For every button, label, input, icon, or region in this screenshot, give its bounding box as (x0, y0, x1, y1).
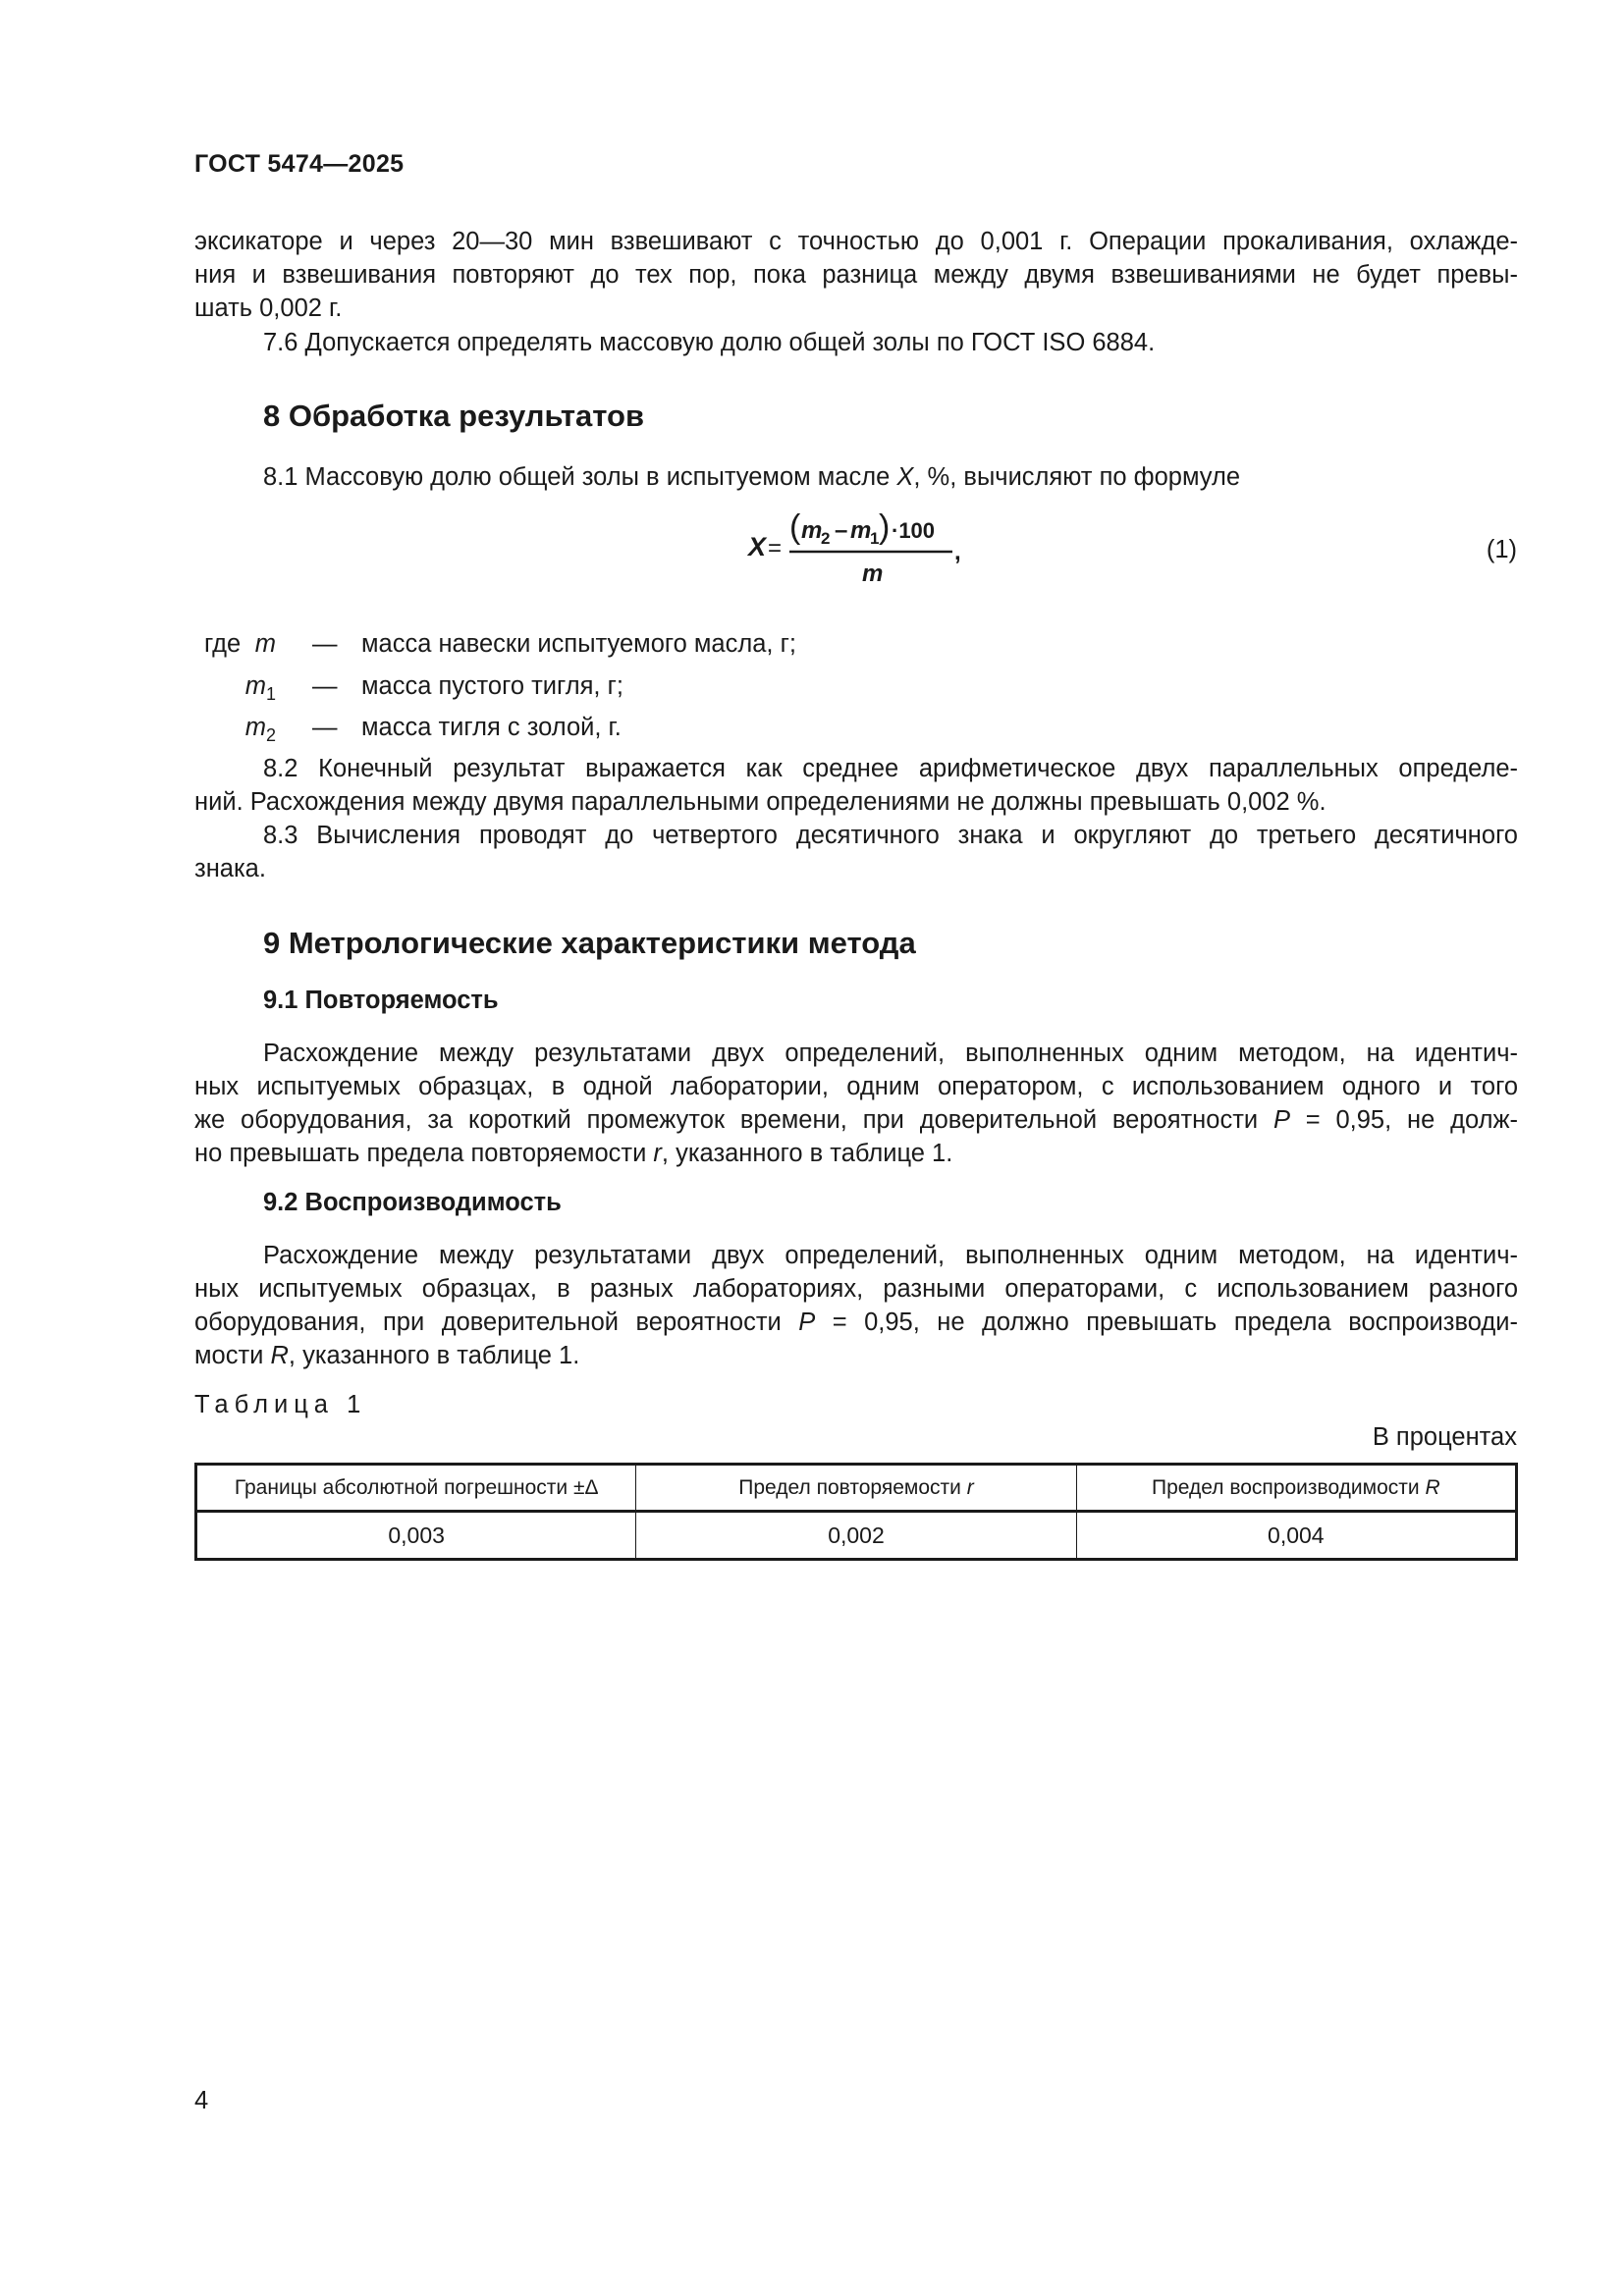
table-cell: 0,003 (196, 1512, 636, 1560)
formula-minus: – (835, 517, 848, 544)
table-caption: Таблица 1 (194, 1391, 367, 1418)
paragraph-9-1-line-3: же оборудования, за короткий промежуток времени, при доверительной вероятности P = 0,95, не долж- (194, 1106, 1519, 1134)
formula-m1: m (850, 517, 872, 544)
paragraph-8-3-line-1: 8.3 Вычисления проводят до четвертого десятичного знака и округляют до третьего десятичного (263, 822, 1518, 849)
paragraph-9-1-line-2: ных испытуемых образцах, в одной лаборатории, одним оператором, с использованием одного и того (194, 1073, 1518, 1100)
table-header-row (196, 1465, 1517, 1512)
equation-number: (1) (1486, 536, 1517, 563)
table-cell: 0,002 (636, 1512, 1076, 1560)
formula-1 (744, 508, 990, 591)
where-dash: — (312, 714, 338, 741)
where-description: масса навески испытуемого масла, г; (361, 630, 796, 658)
document-header: ГОСТ 5474—2025 (194, 150, 405, 178)
table-header-cell: Предел воспроизводимости R (1076, 1465, 1516, 1512)
where-symbol: m (254, 630, 276, 658)
paragraph-9-2-line-1: Расхождение между результатами двух определений, выполненных одним методом, на идентич- (263, 1242, 1518, 1269)
formula-equals: = (768, 535, 783, 561)
paragraph-9-2-line-3: оборудования, при доверительной вероятности P = 0,95, не должно превышать предела воспроизводи- (194, 1308, 1518, 1336)
table-cell: 0,004 (1076, 1512, 1516, 1560)
paragraph-9-1-line-4: но превышать предела повторяемости r, указанного в таблице 1. (194, 1140, 953, 1167)
section-9-heading: 9 Метрологические характеристики метода (263, 926, 916, 960)
table-units: В процентах (1372, 1423, 1517, 1451)
continuation-line-3: шать 0,002 г. (194, 294, 343, 322)
where-label: где (204, 630, 242, 658)
formula-times-100: ·100 (892, 518, 936, 543)
where-symbol: $m_1$ (244, 672, 276, 704)
paragraph-7-6: 7.6 Допускается определять массовую долю общей золы по ГОСТ ISO 6884. (263, 329, 1156, 356)
paragraph-9-1-line-1: Расхождение между результатами двух определений, выполненных одним методом, на идентич- (263, 1040, 1518, 1067)
table-header-cell: Предел повторяемости r (636, 1465, 1076, 1512)
paragraph-8-3-line-2: знака. (194, 855, 266, 882)
formula-lhs: X (748, 532, 767, 561)
where-dash: — (312, 630, 338, 658)
formula-m2-sub: 2 (821, 529, 831, 548)
paragraph-9-2-line-2: ных испытуемых образцах, в разных лабораториях, разными операторами, с использованием разного (194, 1275, 1518, 1303)
where-symbol: $m_2$ (244, 714, 276, 745)
table-header-cell: Границы абсолютной погрешности ±Δ (196, 1465, 636, 1512)
formula-comma: , (954, 539, 961, 565)
continuation-line-2: ния и взвешивания повторяют до тех пор, пока разница между двумя взвешиваниями не будет превы- (194, 261, 1518, 289)
paragraph-8-2-line-2: ний. Расхождения между двумя параллельными определениями не должны превышать 0,002 %. (194, 788, 1326, 816)
table-1 (194, 1463, 1518, 1561)
paragraph-8-2-line-1: 8.2 Конечный результат выражается как среднее арифметическое двух параллельных определе- (263, 755, 1518, 782)
paragraph-8-1: 8.1 Массовую долю общей золы в испытуемом масле X, %, вычисляют по формуле (263, 463, 1241, 491)
formula-close-paren: ) (879, 508, 891, 546)
formula-svg (744, 508, 990, 591)
page-number: 4 (194, 2087, 209, 2114)
formula-m2: m (801, 517, 823, 544)
where-description: масса пустого тигля, г; (361, 672, 623, 700)
paragraph-9-2-line-4: мости R, указанного в таблице 1. (194, 1342, 580, 1369)
subsection-9-2-heading: 9.2 Воспроизводимость (263, 1189, 562, 1216)
subsection-9-1-heading: 9.1 Повторяемость (263, 987, 499, 1014)
formula-m1-sub: 1 (870, 529, 880, 548)
continuation-line-1: эксикаторе и через 20—30 мин взвешивают с точностью до 0,001 г. Операции прокаливания, охлажде- (194, 228, 1518, 255)
formula-open-paren: ( (789, 508, 801, 546)
formula-denominator: m (862, 561, 884, 587)
table-row (196, 1512, 1517, 1560)
where-description: масса тигля с золой, г. (361, 714, 622, 741)
where-dash: — (312, 672, 338, 700)
section-8-heading: 8 Обработка результатов (263, 399, 645, 433)
